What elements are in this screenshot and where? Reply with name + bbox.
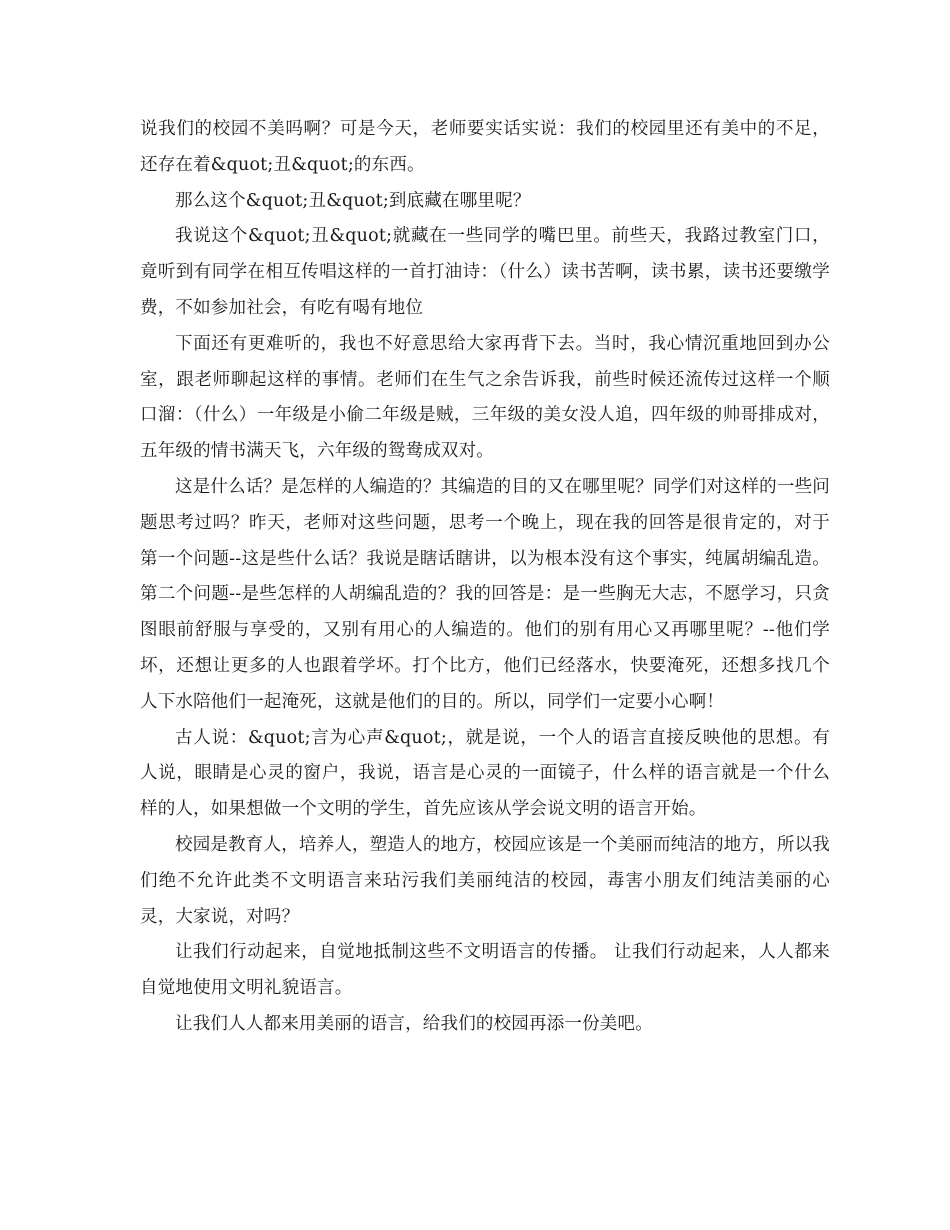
paragraph-jingle: 下面还有更难听的，我也不好意思给大家再背下去。当时，我心情沉重地回到办公室，跟老师聊起这样的事情。老师们在生气之余告诉我，前些时候还流传过这样一个顺口溜：（什么）一年级是小偷二年级是贼，三年级的美女没人追，四年级的帅哥排成对，五年级的情书满天飞，六年级的鸳鸯成双对。 [140, 333, 830, 462]
paragraph-rhyme: 我说这个&quot;丑&quot;就藏在一些同学的嘴巴里。前些天，我路过教室门口，竟听到有同学在相互传唱这样的一首打油诗：（什么）读书苦啊，读书累，读书还要缴学费，不如参加社会，有吃有喝有地位 [140, 226, 830, 318]
paragraph-closing: 让我们人人都来用美丽的语言，给我们的校园再添一份美吧。 [175, 1013, 653, 1034]
document-body [140, 112, 830, 1043]
paragraph-continuation: 说我们的校园不美吗啊？可是今天，老师要实话实说：我们的校园里还有美中的不足，还存在着&quot;丑&quot;的东西。 [140, 119, 830, 175]
paragraph-language: 古人说：&quot;言为心声&quot;，就是说，一个人的语言直接反映他的思想。有人说，眼睛是心灵的窗户，我说，语言是心灵的一面镜子，什么样的语言就是一个什么样的人，如果想做一个文明的学生，首先应该从学会说文明的语言开始。 [140, 727, 830, 820]
paragraph-analysis: 这是什么话？是怎样的人编造的？其编造的目的又在哪里呢？同学们对这样的一些问题思考过吗？昨天，老师对这些问题，思考一个晚上，现在我的回答是很肯定的，对于第一个问题--这是些什么话？我说是瞎话瞎讲，以为根本没有这个事实，纯属胡编乱造。第二个问题--是些怎样的人胡编乱造的？我的回答是：是一些胸无大志，不愿学习，只贪图眼前舒服与享受的，又别有用心的人编造的。他们的别有用心又再哪里呢？--他们学坏，还想让更多的人也跟着学坏。打个比方，他们已经落水，快要淹死，还想多找几个人下水陪他们一起淹死，这就是他们的目的。所以，同学们一定要小心啊！ [140, 476, 830, 712]
paragraph-campus: 校园是教育人，培养人，塑造人的地方，校园应该是一个美丽而纯洁的地方，所以我们绝不允许此类不文明语言来玷污我们美丽纯洁的校园，毒害小朋友们纯洁美丽的心灵，大家说，对吗？ [140, 834, 830, 927]
paragraph-question: 那么这个&quot;丑&quot;到底藏在哪里呢？ [175, 190, 531, 211]
paragraph-action: 让我们行动起来，自觉地抵制这些不文明语言的传播。 让我们行动起来，人人都来自觉地使用文明礼貌语言。 [140, 942, 830, 999]
